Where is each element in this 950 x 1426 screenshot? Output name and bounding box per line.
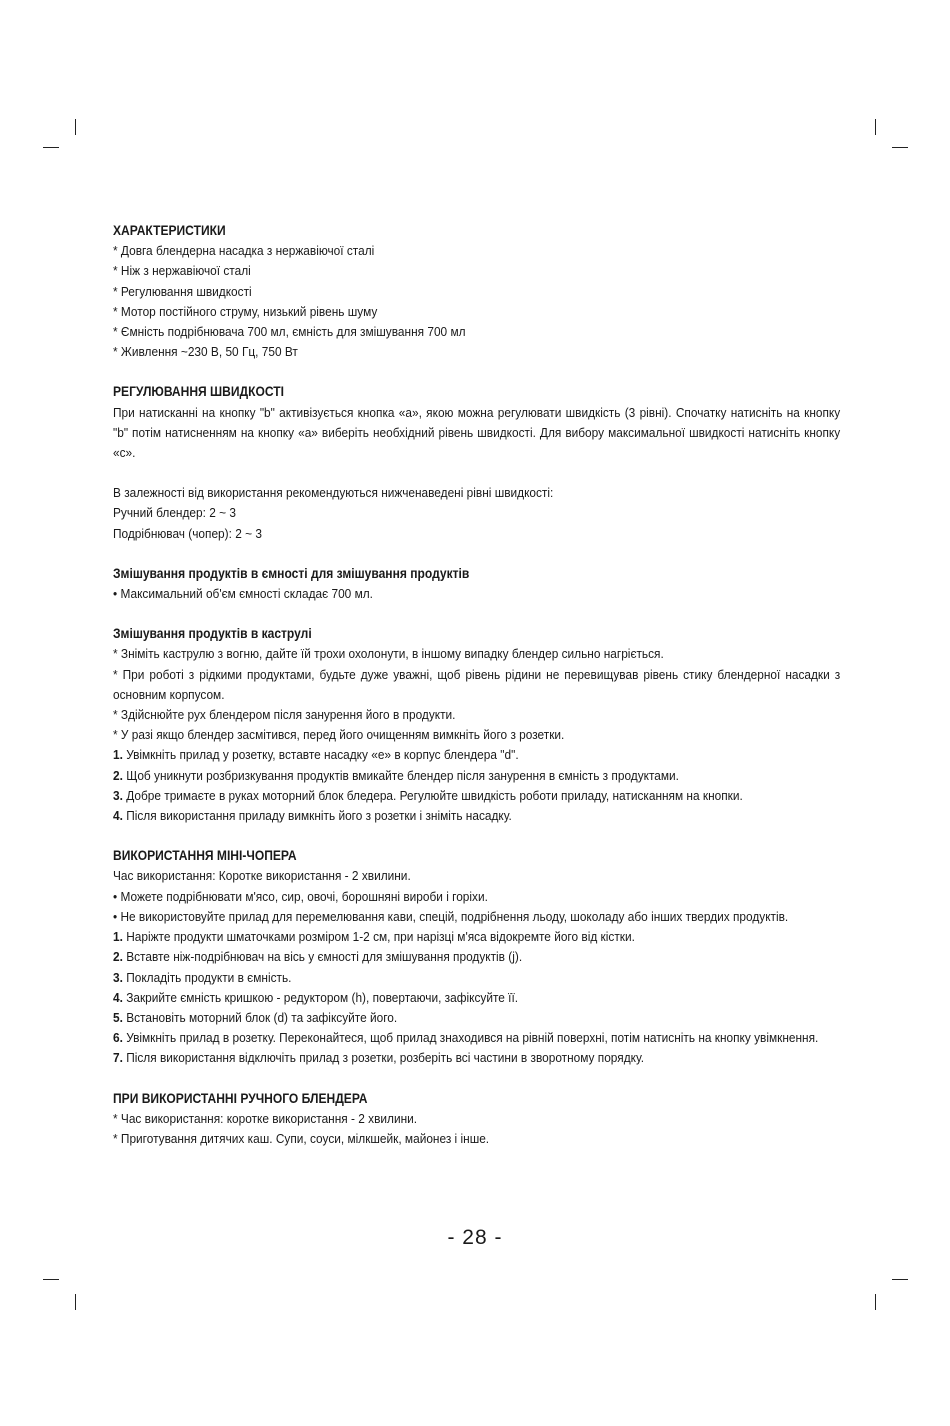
step-text: Закрийте ємність кришкою - редуктором (h), повертаючи, зафіксуйте її.: [122, 989, 519, 1005]
section-heading: ВИКОРИСТАННЯ МІНІ-ЧОПЕРА: [113, 848, 297, 864]
step-number: 2.: [113, 949, 123, 965]
list-item: * Ємність подрібнювача 700 мл, ємність для змішування 700 мл: [113, 324, 466, 340]
text-line: Подрібнювач (чопер): 2 ~ 3: [113, 525, 262, 541]
list-item: * При роботі з рідкими продуктами, будьте дуже уважні, щоб рівень рідини не перевищував рівень стику блендерної насадки з основним корпусом.: [113, 666, 841, 702]
section-heading: РЕГУЛЮВАННЯ ШВИДКОСТІ: [113, 384, 284, 400]
step-item: [113, 988, 840, 1008]
crop-mark-bottom-left-horizontal: [43, 1279, 59, 1280]
step-item: [113, 745, 840, 765]
section-heading: ХАРАКТЕРИСТИКИ: [113, 223, 226, 238]
list-item: Час використання: Коротке використання - 2 хвилини.: [113, 868, 411, 884]
crop-mark-top-right-vertical: [875, 119, 876, 135]
list-item: * Ніж з нержавіючої сталі: [113, 263, 251, 279]
section-heading: Змішування продуктів в каструлі: [113, 626, 312, 642]
list-item: • Максимальний об'єм ємності складає 700 мл.: [113, 586, 373, 602]
step-text: Добре тримаєте в руках моторний блок бледера. Регулюйте швидкість роботи приладу, натисканням на кнопки.: [122, 787, 743, 803]
section-heading: Змішування продуктів в ємності для змішування продуктів: [113, 565, 470, 581]
section-hand-blender-usage: [113, 1089, 840, 1150]
step-text: Після використання відключіть прилад з розетки, розберіть всі частини в зворотному порядку.: [122, 1050, 644, 1066]
step-text: Покладіть продукти в ємність.: [122, 969, 292, 985]
step-item: [113, 786, 840, 806]
step-number: 7.: [113, 1050, 123, 1066]
step-item: [113, 766, 840, 786]
step-item: [113, 947, 840, 967]
list-item: * Мотор постійного струму, низький рівень шуму: [113, 303, 378, 319]
crop-mark-bottom-right-vertical: [875, 1294, 876, 1310]
step-item: [113, 927, 840, 947]
step-text: Щоб уникнути розбризкування продуктів вмикайте блендер після занурення в ємність з продуктами.: [122, 767, 679, 783]
step-number: 6.: [113, 1030, 123, 1046]
step-number: 1.: [113, 747, 123, 763]
step-item: [113, 1028, 840, 1048]
step-number: 3.: [113, 969, 123, 985]
step-text: Наріжте продукти шматочками розміром 1-2 см, при нарізці м'яса відокремте його від кістки.: [122, 929, 635, 945]
page-number: - 28 -: [447, 1226, 503, 1249]
section-speed-control: [113, 382, 840, 543]
crop-mark-bottom-left-vertical: [75, 1294, 76, 1310]
list-item: * Час використання: коротке використання - 2 хвилини.: [113, 1110, 418, 1126]
step-number: 4.: [113, 989, 123, 1005]
list-item: * Регулювання швидкості: [113, 283, 252, 299]
section-mixing-in-container: [113, 564, 840, 604]
crop-mark-bottom-right-horizontal: [892, 1279, 908, 1280]
crop-mark-top-right-horizontal: [892, 147, 908, 148]
list-item: * Довга блендерна насадка з нержавіючої сталі: [113, 243, 375, 259]
step-number: 5.: [113, 1009, 123, 1025]
list-item: • Можете подрібнювати м'ясо, сир, овочі, борошняні вироби і горіхи.: [113, 888, 488, 904]
section-mixing-in-pot: [113, 624, 840, 826]
section-characteristics: [113, 221, 840, 362]
list-item: * Здійснюйте рух блендером після занурення його в продукти.: [113, 707, 456, 723]
step-number: 2.: [113, 767, 123, 783]
step-text: Встановіть моторний блок (d) та зафіксуйте його.: [122, 1009, 398, 1025]
step-item: [113, 1008, 840, 1028]
step-text: Увімкніть прилад в розетку. Переконайтеся, щоб прилад знаходився на рівній поверхні, потім натисніть на кнопку увімкнення.: [122, 1030, 819, 1046]
step-text: Після використання приладу вимкніть його з розетки і зніміть насадку.: [122, 808, 512, 824]
list-item: * Зніміть каструлю з вогню, дайте їй трохи охолонути, в іншому випадку блендер сильно нагріється.: [113, 646, 664, 662]
document-body: [113, 221, 840, 1149]
list-item: * Живлення ~230 В, 50 Гц, 750 Вт: [113, 344, 298, 360]
step-item: [113, 1048, 840, 1068]
step-text: Увімкніть прилад у розетку, вставте насадку «е» в корпус блендера "d".: [122, 747, 519, 763]
text-line: В залежності від використання рекомендуються нижченаведені рівні швидкості:: [113, 485, 554, 501]
paragraph: При натисканні на кнопку "b" активізується кнопка «а», якою можна регулювати швидкість (3 рівні). Спочатку натисніть на кнопку "b" потім натисненням на кнопку «а» виберіть необхідний рівень швидкості. Для вибору максимальної швидкості натисніть кнопку «с».: [113, 404, 841, 461]
step-number: 3.: [113, 787, 123, 803]
step-item: [113, 806, 840, 826]
list-item: * У разі якщо блендер засмітився, перед його очищенням вимкніть його з розетки.: [113, 727, 565, 743]
step-number: 4.: [113, 808, 123, 824]
list-item: * Приготування дитячих каш. Супи, соуси, мілкшейк, майонез і інше.: [113, 1130, 490, 1146]
step-number: 1.: [113, 929, 123, 945]
step-item: [113, 968, 840, 988]
step-text: Вставте ніж-подрібнювач на вісь у ємності для змішування продуктів (j).: [122, 949, 523, 965]
crop-mark-top-left-horizontal: [43, 147, 59, 148]
crop-mark-top-left-vertical: [75, 119, 76, 135]
list-item: • Не використовуйте прилад для перемелювання кави, спецій, подрібнення льоду, шоколаду або інших твердих продуктів.: [113, 908, 789, 924]
section-mini-chopper: [113, 846, 840, 1068]
section-heading: ПРИ ВИКОРИСТАННІ РУЧНОГО БЛЕНДЕРА: [113, 1090, 368, 1106]
text-line: Ручний блендер: 2 ~ 3: [113, 505, 236, 521]
